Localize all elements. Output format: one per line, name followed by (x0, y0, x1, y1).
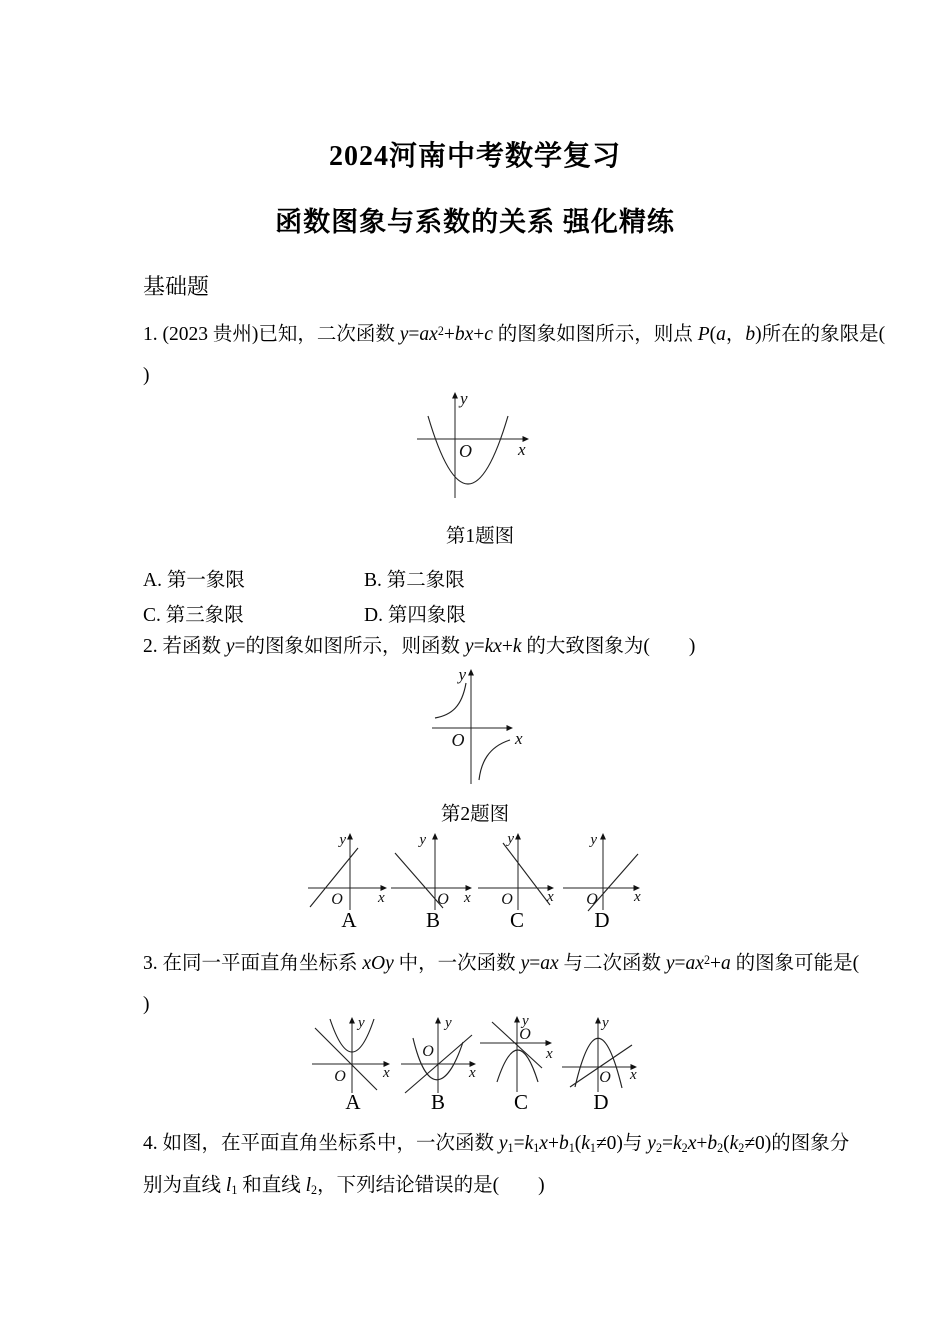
q2-hyperbola-branch-lower-right (479, 740, 510, 780)
q2-a-y-label: y (339, 832, 346, 848)
q1-figure-parabola (410, 388, 540, 503)
q1-option-b: B. 第二象限 (364, 570, 465, 591)
q3-a-y-label: y (358, 1015, 365, 1031)
q3-choice-c-graph (476, 1014, 566, 1096)
q1-option-a: A. 第一象限 (143, 570, 245, 591)
q3-choice-d-graph (556, 1014, 646, 1096)
q3-d-x-label: x (630, 1067, 637, 1083)
q2-b-line (395, 853, 443, 908)
q2-c-y-label: y (507, 831, 514, 847)
q3-choice-c-letter: C (513, 1090, 528, 1114)
q2-b-origin-label: O (437, 891, 449, 908)
q1-origin-label: O (459, 441, 472, 461)
q3-c-y-label: y (522, 1013, 529, 1029)
q3-c-x-label: x (546, 1046, 553, 1062)
question-3-line-1: 3. 在同一平面直角坐标系 xOy 中，一次函数 y=ax 与二次函数 $y=ax^2+a$ 的图象可能是( (143, 952, 860, 974)
q3-b-origin-label: O (422, 1043, 434, 1060)
q2-hyperbola-branch-upper-left (435, 683, 466, 718)
q2-b-x-label: x (464, 890, 471, 906)
question-1-line-2: ) (143, 365, 150, 386)
q2-figure-caption: 第2题图 (440, 804, 510, 825)
q2-choice-a-letter: A (341, 908, 357, 932)
q1-y-axis-label: y (460, 389, 468, 408)
q3-c-origin-label: O (519, 1026, 531, 1043)
q1-x-axis-label: x (518, 440, 526, 459)
q2-y-axis-label: y (458, 665, 466, 684)
question-1-line-1: 1. (2023 贵州)已知，二次函数 $y=ax^2+bx+c$ 的图象如图所示，则点 P(a，b)所在的象限是( (143, 323, 886, 345)
q2-choice-c-graph (474, 830, 560, 914)
q3-choice-b-graph (393, 1014, 483, 1096)
q2-a-x-label: x (378, 890, 385, 906)
question-3-line-2: ) (143, 994, 150, 1015)
page-subtitle: 函数图象与系数的关系 强化精练 (275, 207, 675, 237)
q3-b-y-label: y (445, 1015, 452, 1031)
q2-d-y-label: y (590, 832, 597, 848)
section-label: 基础题 (143, 274, 210, 299)
q1-figure-caption: 第1题图 (445, 526, 515, 547)
q1-option-d: D. 第四象限 (364, 605, 466, 626)
q2-choice-d-graph (559, 830, 645, 914)
q2-c-x-label: x (547, 889, 554, 905)
q2-choice-a-graph (306, 830, 392, 914)
q2-origin-label: O (451, 730, 465, 750)
q3-choice-a-letter: A (345, 1090, 361, 1114)
q2-choice-b-letter: B (425, 908, 440, 932)
q3-a-x-label: x (383, 1065, 390, 1081)
q3-d-y-label: y (602, 1015, 609, 1031)
q2-a-origin-label: O (331, 891, 343, 908)
q3-a-line (315, 1028, 377, 1090)
q2-x-axis-label: x (515, 729, 523, 748)
q3-choice-d-letter: D (593, 1090, 609, 1114)
q3-b-x-label: x (469, 1065, 476, 1081)
question-4-line-1: 4. 如图，在平面直角坐标系中，一次函数 y1=k1x+b1(k1≠0)与 y2=k2x+b2(k2≠0)的图象分 (143, 1133, 850, 1156)
q2-c-origin-label: O (501, 891, 513, 908)
q2-d-x-label: x (634, 889, 641, 905)
page-title: 2024河南中考数学复习 (328, 141, 621, 172)
question-2-line-1: 2. 若函数 y=的图象如图所示，则函数 y=kx+k 的大致图象为( ) (143, 636, 696, 657)
q2-d-origin-label: O (586, 891, 598, 908)
q3-d-origin-label: O (599, 1069, 611, 1086)
q1-option-c: C. 第三象限 (143, 605, 244, 626)
q3-a-origin-label: O (334, 1068, 346, 1085)
q2-figure-hyperbola (420, 666, 530, 796)
q2-b-y-label: y (419, 832, 426, 848)
q2-choice-d-letter: D (594, 908, 610, 932)
q2-choice-c-letter: C (509, 908, 524, 932)
question-4-line-2: 别为直线 l1 和直线 l2，下列结论错误的是( ) (143, 1175, 545, 1198)
q3-choice-a-graph (308, 1014, 398, 1096)
q2-choice-b-graph (390, 830, 476, 914)
q3-choice-b-letter: B (430, 1090, 445, 1114)
